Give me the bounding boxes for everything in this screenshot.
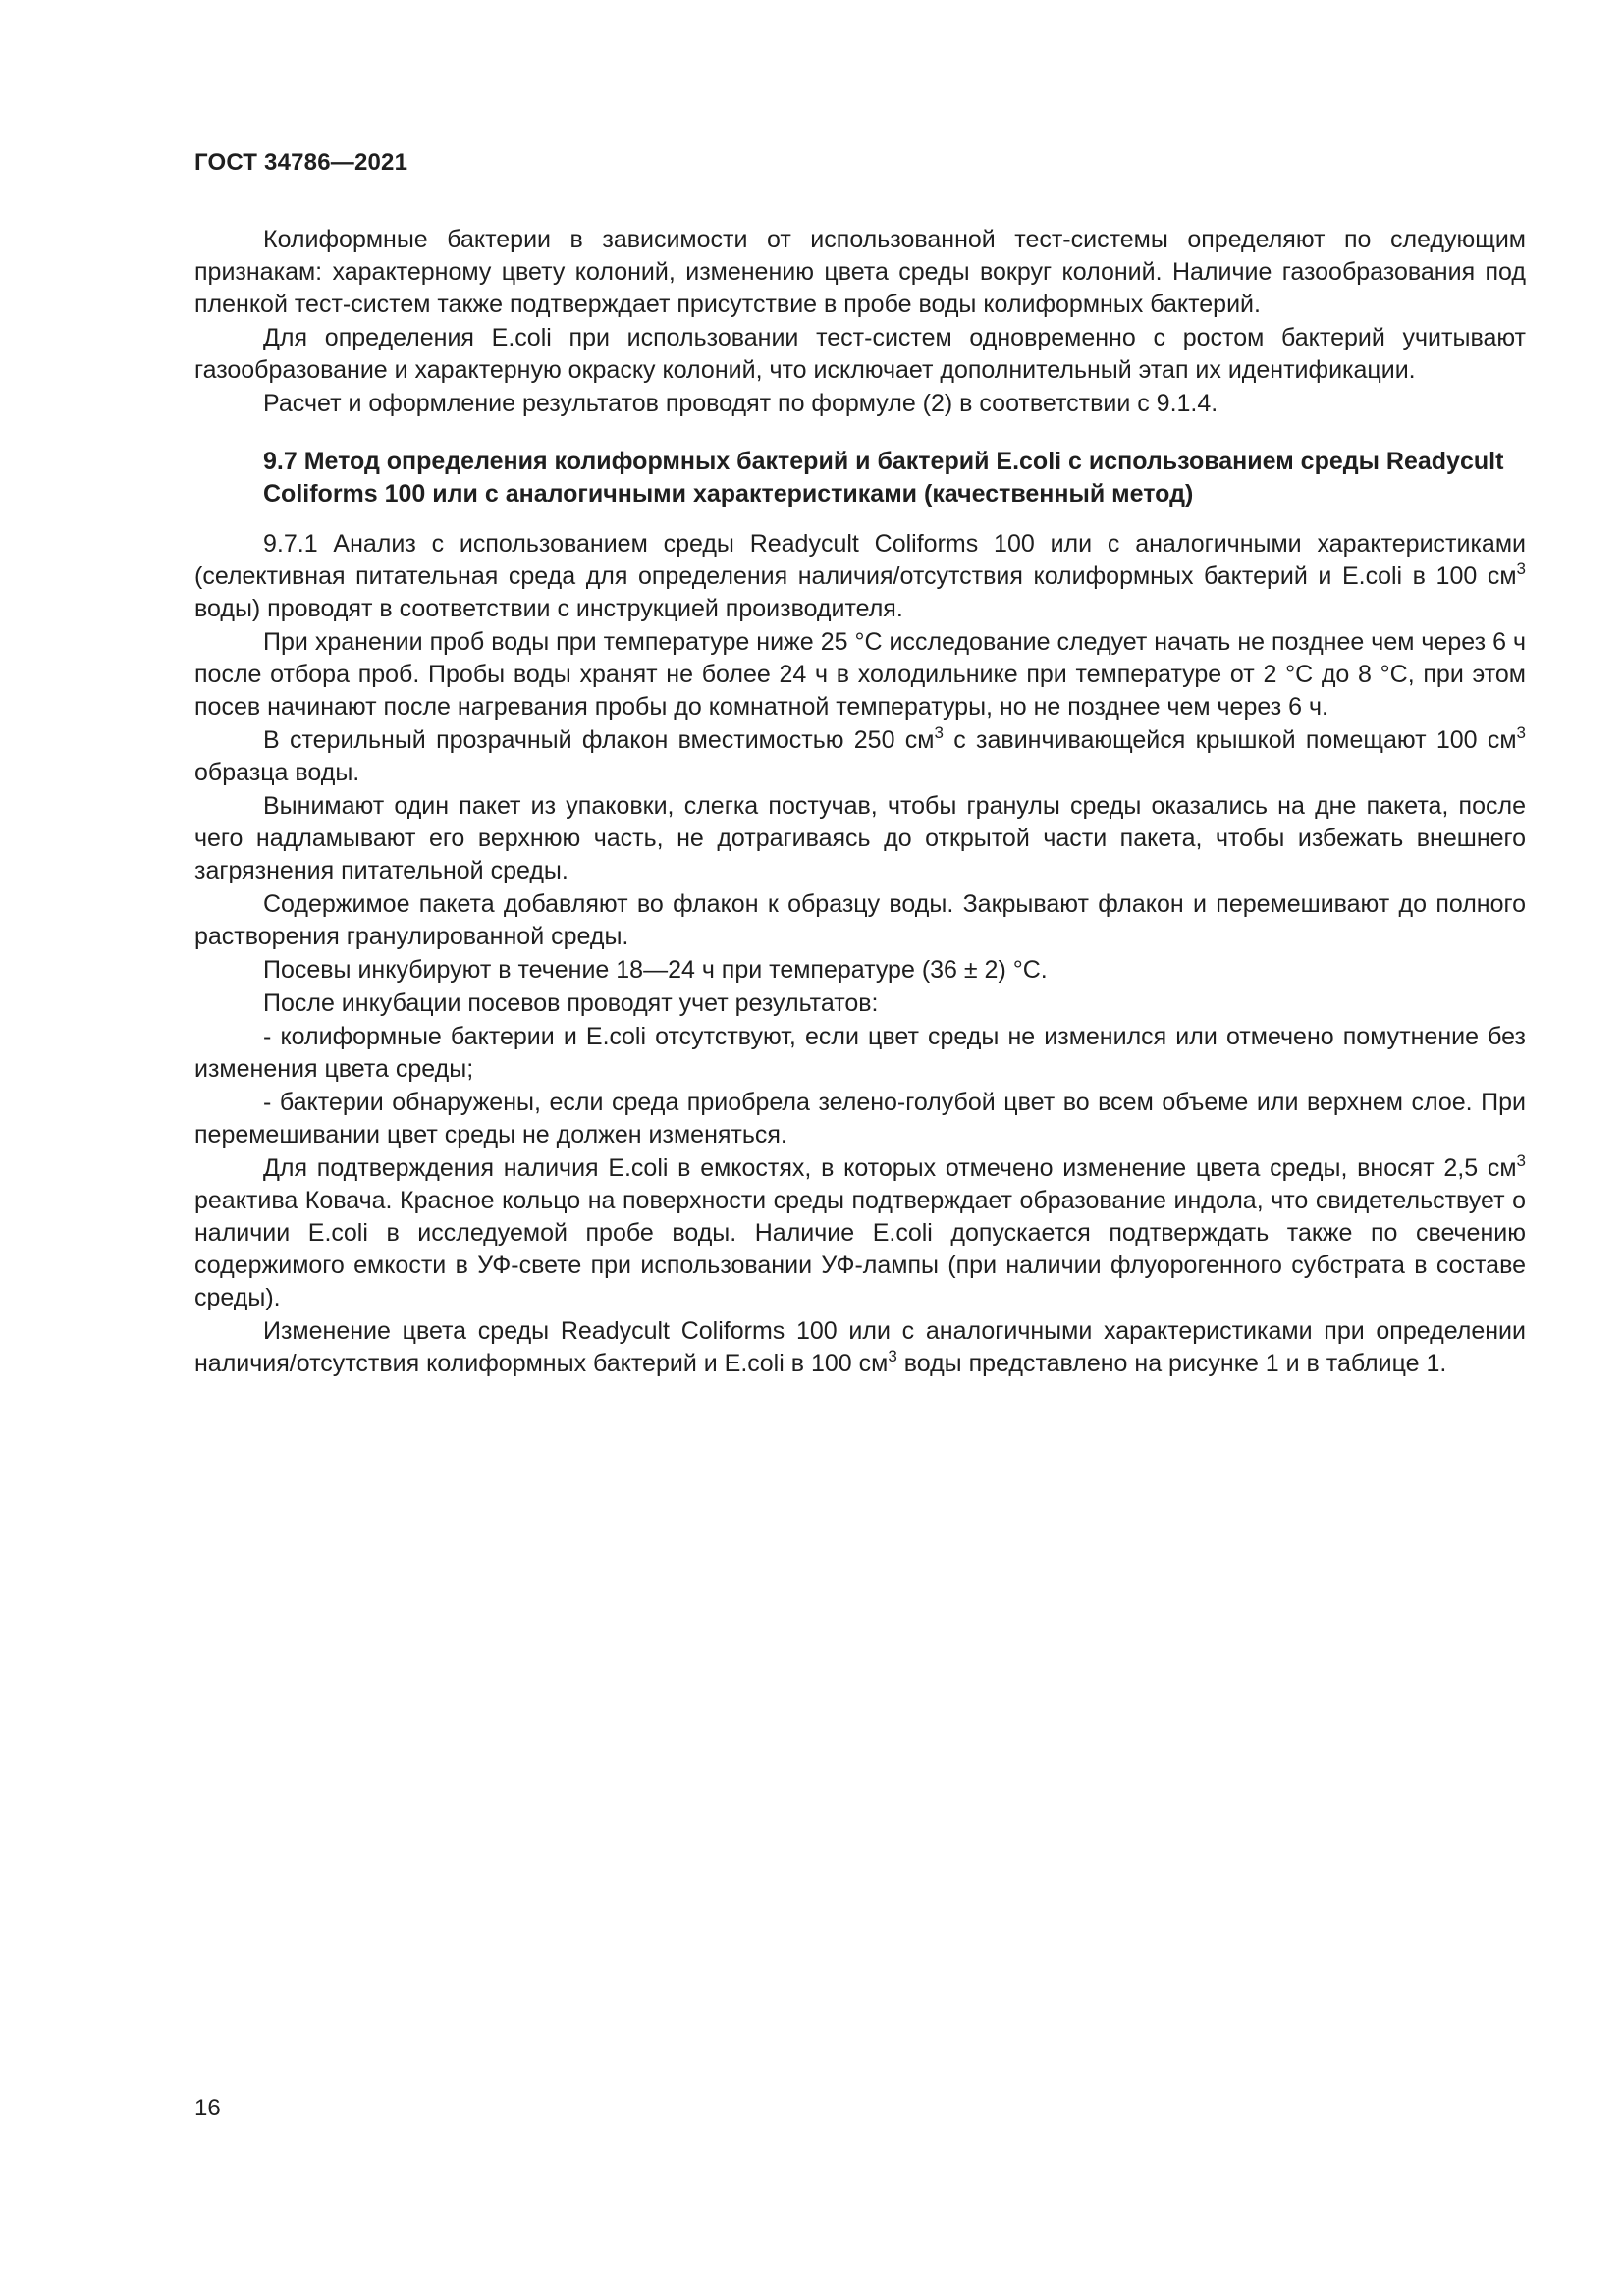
superscript: 3 bbox=[934, 723, 944, 742]
paragraph-ecoli-identification: Для определения E.coli при использовании тест-систем одновременно с ростом бактерий учитывают газообразование и характерную окраску колоний, что исключает дополнительный этап их идентификации. bbox=[194, 324, 1526, 384]
paragraph-coliform-signs: Колиформные бактерии в зависимости от использованной тест-системы определяют по следующим признакам: характерному цвету колоний, изменению цвета среды вокруг колоний. Наличие газообразования под пленкой тест-систем также подтверждает присутствие в пробе воды колиформных бактерий. bbox=[194, 226, 1526, 318]
list-item-detected: - бактерии обнаружены, если среда приобрела зелено-голубой цвет во всем объеме или верхнем слое. При перемешивании цвет среды не должен изменяться. bbox=[194, 1089, 1526, 1148]
paragraph-packet: Вынимают один пакет из упаковки, слегка постучав, чтобы гранулы среды оказались на дне пакета, после чего надламывают его верхнюю часть, не дотрагиваясь до открытой части пакета, чтобы избежать внешнего загрязнения питательной среды. bbox=[194, 792, 1526, 884]
text-span: с завинчивающейся крышкой помещают 100 см bbox=[943, 726, 1517, 754]
list-item-absent: - колиформные бактерии и E.coli отсутствуют, если цвет среды не изменился или отмечено помутнение без изменения цвета среды; bbox=[194, 1023, 1526, 1083]
paragraph-results-intro: После инкубации посевов проводят учет результатов: bbox=[263, 989, 879, 1017]
text-span: воды представлено на рисунке 1 и в таблице 1. bbox=[896, 1350, 1447, 1377]
document-body bbox=[194, 224, 1526, 1381]
paragraph-color-change bbox=[194, 1315, 1526, 1380]
text-span: реактива Ковача. Красное кольцо на поверхности среды подтверждает образование индола, что свидетельствует о наличии E.coli в исследуемой пробе воды. Наличие E.coli допускается подтверждать также по свечению содержимого емкости в УФ-свете при использовании УФ-лампы (при наличии флуорогенного субстрата в составе среды). bbox=[194, 1187, 1526, 1311]
paragraph-calculation: Расчет и оформление результатов проводят по формуле (2) в соответствии с 9.1.4. bbox=[263, 390, 1218, 417]
text-span: Для подтверждения наличия E.coli в емкостях, в которых отмечено изменение цвета среды, вносят 2,5 см bbox=[263, 1154, 1517, 1182]
text-span: образца воды. bbox=[194, 759, 360, 786]
paragraph-kovacs-reagent bbox=[194, 1152, 1526, 1314]
superscript: 3 bbox=[1516, 560, 1526, 578]
superscript: 3 bbox=[1516, 1151, 1526, 1170]
paragraph-packet-contents: Содержимое пакета добавляют во флакон к образцу воды. Закрывают флакон и перемешивают до полного растворения гранулированной среды. bbox=[194, 890, 1526, 950]
section-heading-9-7: 9.7 Метод определения колиформных бактерий и бактерий E.coli с использованием среды Readycult Coliforms 100 или с аналогичными характеристиками (качественный метод) bbox=[263, 448, 1504, 507]
paragraph-sample-storage: При хранении проб воды при температуре ниже 25 °С исследование следует начать не позднее чем через 6 ч после отбора проб. Пробы воды хранят не более 24 ч в холодильнике при температуре от 2 °С до 8 °С, при этом посев начинают после нагревания пробы до комнатной температуры, но не позднее чем через 6 ч. bbox=[194, 628, 1526, 721]
text-span: В стерильный прозрачный флакон вместимостью 250 см bbox=[263, 726, 935, 754]
text-span: воды) проводят в соответствии с инструкцией производителя. bbox=[194, 595, 903, 622]
text-span: 9.7.1 Анализ с использованием среды Readycult Coliforms 100 или с аналогичными характеристиками (селективная питательная среда для определения наличия/отсутствия колиформных бактерий и E.coli в 100 см bbox=[194, 530, 1526, 590]
paragraph-9-7-1 bbox=[194, 528, 1526, 625]
text-span: Изменение цвета среды Readycult Coliforms 100 или с аналогичными характеристиками при определении наличия/отсутствия колиформных бактерий и E.coli в 100 см bbox=[194, 1317, 1526, 1377]
paragraph-sterile-flask bbox=[194, 724, 1526, 789]
paragraph-incubation: Посевы инкубируют в течение 18—24 ч при температуре (36 ± 2) °С. bbox=[263, 956, 1048, 984]
superscript: 3 bbox=[1516, 723, 1526, 742]
page-number: 16 bbox=[194, 2095, 221, 2121]
document-code-header: ГОСТ 34786—2021 bbox=[194, 149, 408, 176]
superscript: 3 bbox=[888, 1347, 897, 1365]
